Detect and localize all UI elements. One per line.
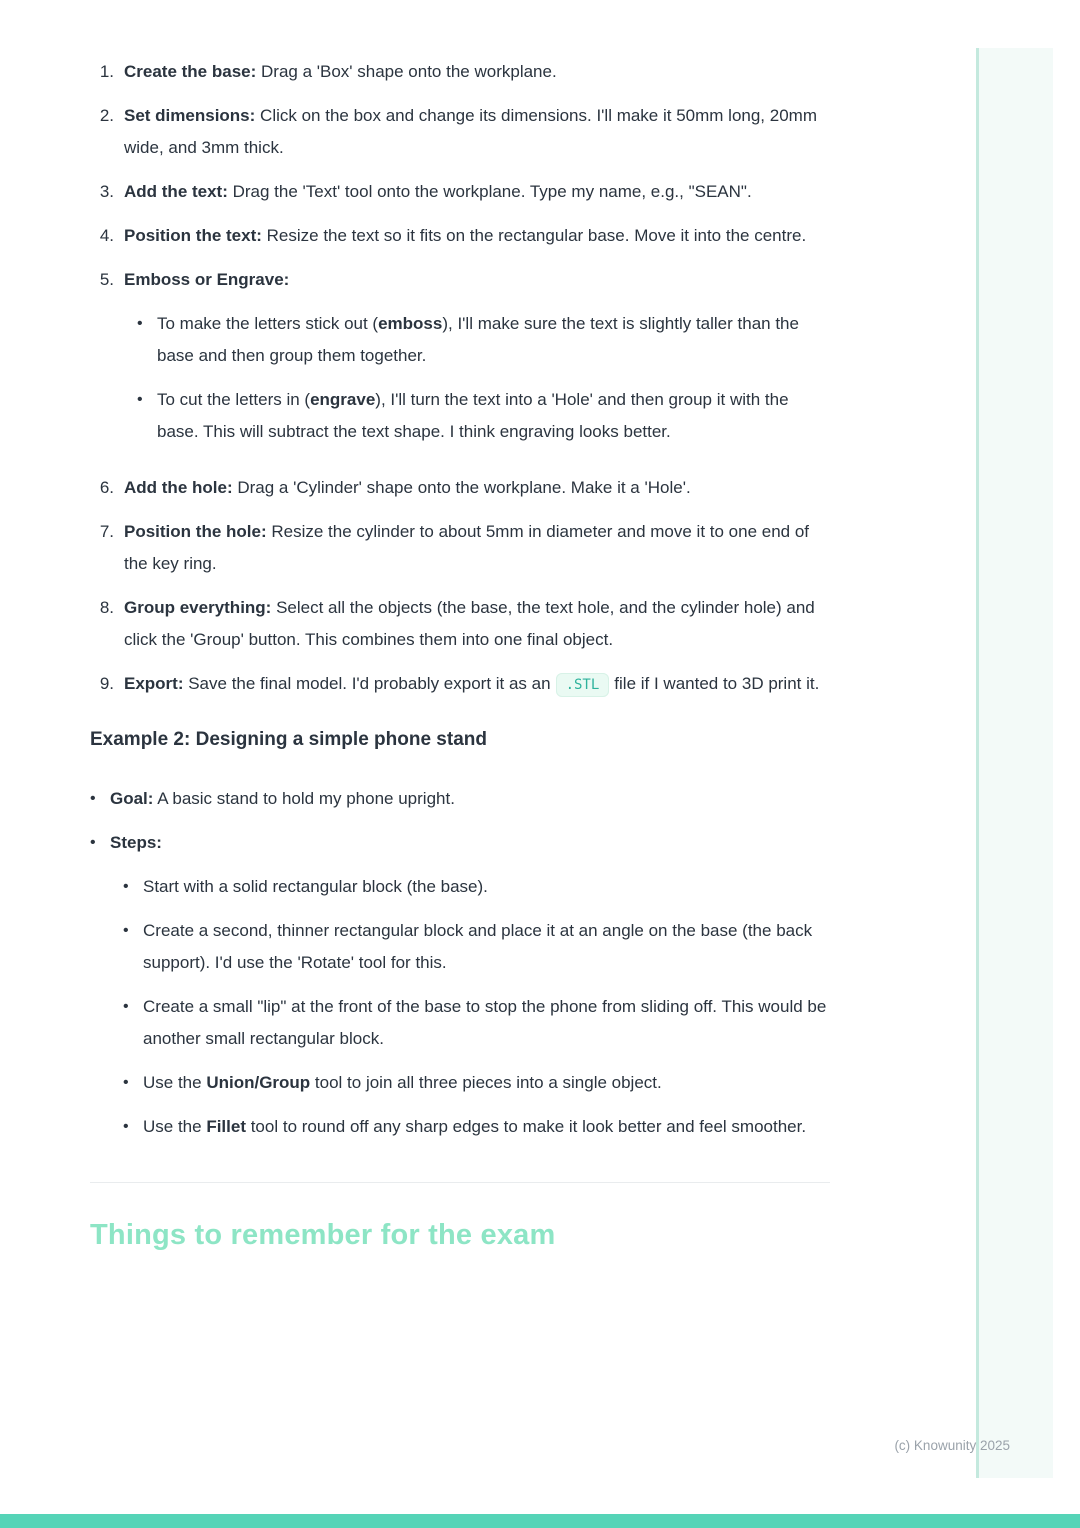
- example-2-bullet-list: [90, 783, 830, 1155]
- bullet-marker: •: [123, 998, 129, 1015]
- sub-bullet: [123, 871, 830, 903]
- list-number: 1.: [99, 62, 114, 81]
- step-item-9: [90, 668, 830, 701]
- step-5-sub-list: [137, 308, 830, 448]
- step-text: Create the base: Drag a 'Box' shape onto the workplane.: [124, 62, 557, 81]
- goal-bullet: [90, 783, 830, 815]
- list-number: 8.: [99, 598, 114, 617]
- sub-bullet: [123, 1111, 830, 1143]
- step-item-4: [90, 220, 830, 252]
- bullet-marker: •: [123, 922, 129, 939]
- bullet-marker: •: [90, 834, 96, 851]
- page-bottom-bar: [0, 1514, 1080, 1528]
- step-text: Add the hole: Drag a 'Cylinder' shape onto the workplane. Make it a 'Hole'.: [124, 478, 691, 497]
- sub-bullet: [137, 308, 830, 372]
- sub-bullet-text: To make the letters stick out (emboss), I'll make sure the text is slightly taller than the base and then group them together.: [157, 314, 799, 365]
- step-item-3: [90, 176, 830, 208]
- steps-sub-list: [123, 871, 830, 1143]
- bullet-marker: •: [137, 315, 143, 332]
- step-text: Position the hole: Resize the cylinder to about 5mm in diameter and move it to one end of the key ring.: [124, 522, 810, 573]
- step-text: Set dimensions: Click on the box and change its dimensions. I'll make it 50mm long, 20mm wide, and 3mm thick.: [124, 106, 817, 157]
- copyright-note: (c) Knowunity 2025: [894, 1438, 1010, 1453]
- step-item-7: [90, 516, 830, 580]
- bullet-marker: •: [123, 1118, 129, 1135]
- step-text: Export: Save the final model. I'd probably export it as an .STL file if I wanted to 3D print it.: [124, 668, 830, 701]
- goal-text: Goal: A basic stand to hold my phone upright.: [110, 789, 455, 808]
- sub-bullet-text: Create a small "lip" at the front of the base to stop the phone from sliding off. This would be another small rectangular block.: [143, 997, 827, 1048]
- step-text: Position the text: Resize the text so it fits on the rectangular base. Move it into the centre.: [124, 226, 807, 245]
- steps-bullet: [90, 827, 830, 1155]
- list-number: 6.: [99, 478, 114, 497]
- sub-bullet: [137, 384, 830, 448]
- list-number: 9.: [99, 674, 114, 693]
- steps-label: Steps:: [110, 833, 162, 852]
- example-2-heading: Example 2: Designing a simple phone stand: [90, 729, 487, 750]
- list-number: 7.: [99, 522, 114, 541]
- step-text: Add the text: Drag the 'Text' tool onto the workplane. Type my name, e.g., "SEAN".: [124, 182, 752, 201]
- sub-bullet-text: Use the Union/Group tool to join all three pieces into a single object.: [143, 1073, 662, 1092]
- sub-bullet-text: Start with a solid rectangular block (the base).: [143, 877, 488, 896]
- bullet-marker: •: [123, 1074, 129, 1091]
- things-to-remember-heading: Things to remember for the exam: [90, 1219, 556, 1251]
- step-text: Emboss or Engrave:: [124, 270, 290, 289]
- bullet-marker: •: [137, 391, 143, 408]
- sub-bullet-text: Use the Fillet tool to round off any sharp edges to make it look better and feel smoother.: [143, 1117, 807, 1136]
- step-item-2: [90, 100, 830, 164]
- numbered-steps-list: [90, 56, 830, 701]
- step-item-8: [90, 592, 830, 656]
- bullet-marker: •: [123, 878, 129, 895]
- right-margin-panel: [976, 48, 1053, 1478]
- sub-bullet-text: To cut the letters in (engrave), I'll turn the text into a 'Hole' and then group it with the base. This will subtract the text shape. I think engraving looks better.: [157, 390, 789, 441]
- step-item-5: [90, 264, 830, 460]
- step-item-6: [90, 472, 830, 504]
- sub-bullet: [123, 1067, 830, 1099]
- document-content: [90, 0, 830, 1252]
- list-number: 2.: [99, 106, 114, 125]
- list-number: 4.: [99, 226, 114, 245]
- sub-bullet-text: Create a second, thinner rectangular block and place it at an angle on the base (the back support). I'd use the 'Rotate' tool for this.: [143, 921, 813, 972]
- bullet-marker: •: [90, 790, 96, 807]
- list-number: 5.: [99, 270, 114, 289]
- section-divider: [90, 1182, 830, 1183]
- sub-bullet: [123, 991, 830, 1055]
- step-item-1: [90, 56, 830, 88]
- list-number: 3.: [99, 182, 114, 201]
- sub-bullet: [123, 915, 830, 979]
- step-text: Group everything: Select all the objects (the base, the text hole, and the cylinder hole) and click the 'Group' button. This combines them into one final object.: [124, 598, 815, 649]
